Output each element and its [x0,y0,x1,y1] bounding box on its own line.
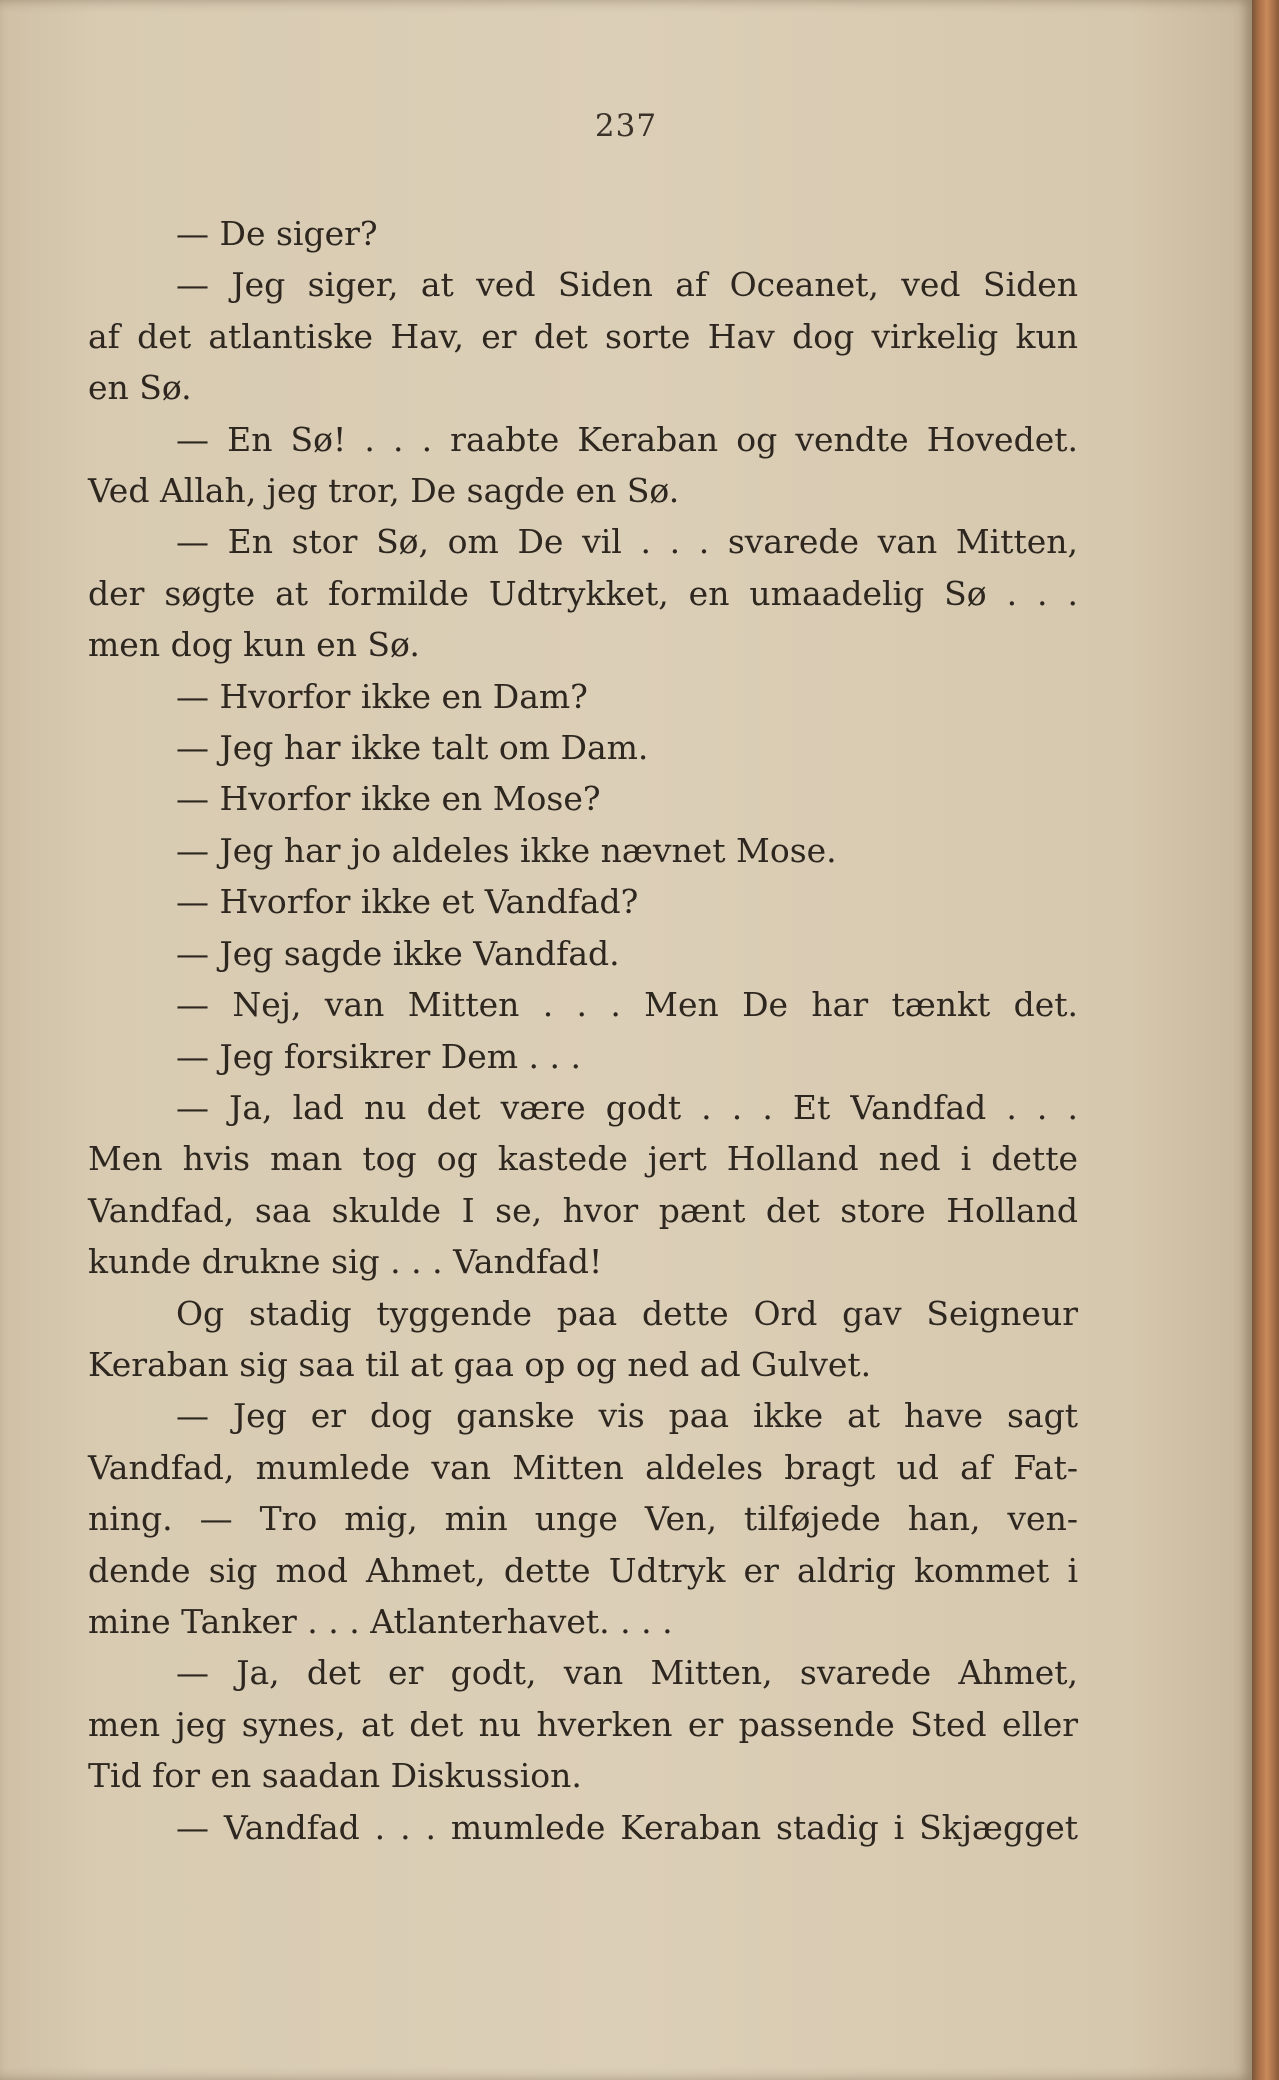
text-line: Vandfad, saa skulde I se, hvor pænt det store Holland [88,1190,1078,1230]
text-line: — Jeg er dog ganske vis paa ikke at have sagt [176,1396,1078,1436]
text-line: — En stor Sø, om De vil . . . svarede van Mitten, [176,522,1078,562]
text-line: — Ja, det er godt, van Mitten, svarede Ahmet, [176,1653,1078,1693]
text-line: ning. — Tro mig, min unge Ven, tilføjede han, ven- [88,1499,1078,1539]
text-line: der søgte at formilde Udtrykket, en umaadelig Sø . . . [88,573,1078,613]
text-line: — Hvorfor ikke en Dam? [176,676,588,716]
text-line: — En Sø! . . . raabte Keraban og vendte Hovedet. [176,419,1078,459]
text-line: — Jeg siger, at ved Siden af Oceanet, ved Siden [176,265,1078,305]
text-line: Ved Allah, jeg tror, De sagde en Sø. [88,471,680,511]
text-line: en Sø. [88,368,192,408]
text-line: — Jeg forsikrer Dem . . . [176,1036,581,1076]
text-line: — Ja, lad nu det være godt . . . Et Vandfad . . . [176,1087,1078,1127]
page-number: 237 [594,108,658,144]
text-line: — Hvorfor ikke et Vandfad? [176,882,639,922]
text-line: — Nej, van Mitten . . . Men De har tænkt det. [176,985,1078,1025]
text-line: mine Tanker . . . Atlanterhavet. . . . [88,1601,673,1641]
text-line: men dog kun en Sø. [88,625,420,665]
text-line: dende sig mod Ahmet, dette Udtryk er aldrig kommet i [88,1550,1078,1590]
text-line: — Jeg har ikke talt om Dam. [176,728,649,768]
text-line: Keraban sig saa til at gaa op og ned ad Gulvet. [88,1344,872,1384]
text-line: Men hvis man tog og kastede jert Holland ned i dette [88,1139,1078,1179]
text-line: kunde drukne sig . . . Vandfad! [88,1242,603,1282]
body-text [88,208,1078,1853]
text-line: Tid for en saadan Diskussion. [88,1756,582,1796]
text-line: Og stadig tyggende paa dette Ord gav Seigneur [176,1293,1078,1333]
text-line: Vandfad, mumlede van Mitten aldeles bragt ud af Fat- [88,1447,1078,1487]
text-line: af det atlantiske Hav, er det sorte Hav dog virkelig kun [88,316,1078,356]
text-line: men jeg synes, at det nu hverken er passende Sted eller [88,1704,1078,1744]
text-line: — Jeg sagde ikke Vandfad. [176,933,620,973]
text-line: — Hvorfor ikke en Mose? [176,779,601,819]
text-line: — Jeg har jo aldeles ikke nævnet Mose. [176,830,837,870]
text-line: — De siger? [176,214,378,253]
text-line: — Vandfad . . . mumlede Keraban stadig i Skjægget [176,1807,1078,1847]
book-binding-edge [1252,0,1279,2080]
